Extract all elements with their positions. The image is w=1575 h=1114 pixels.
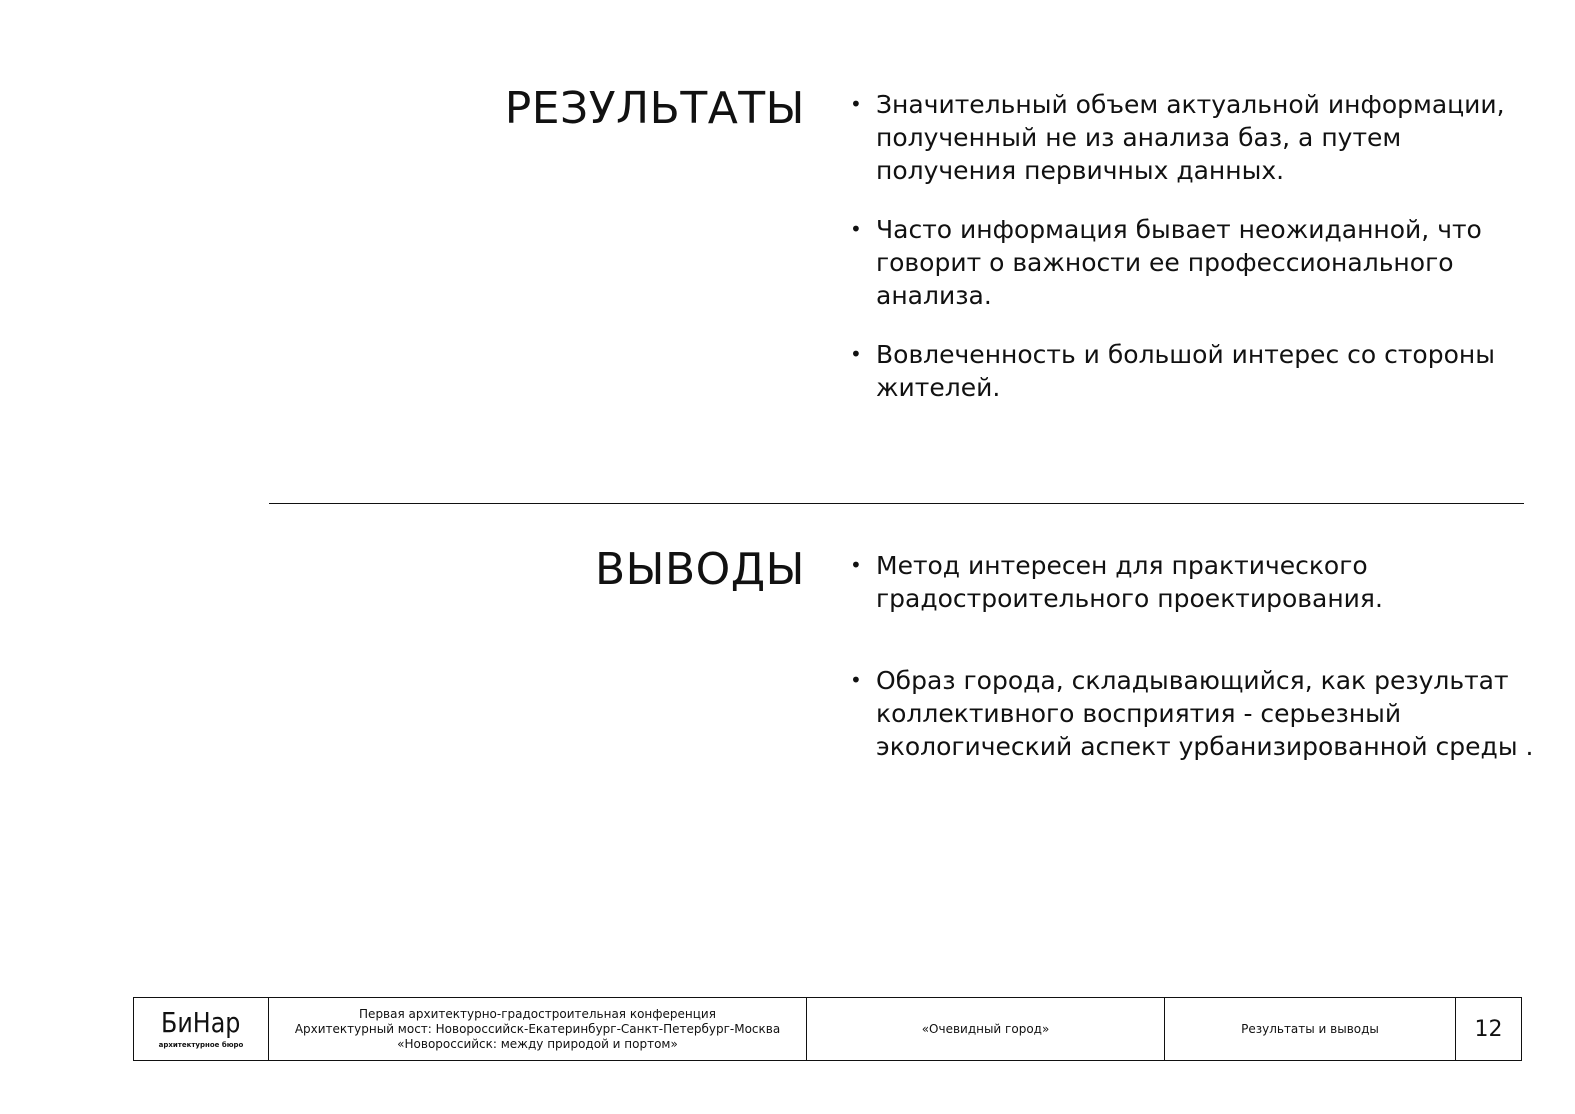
conclusions-item: • Образ города, складывающийся, как результат коллективного восприятия - серьезный экологический аспект урбанизированной среды . bbox=[850, 664, 1540, 763]
page-number: 12 bbox=[1474, 1016, 1503, 1042]
conference-line: Первая архитектурно-градостроительная конференция bbox=[359, 1006, 716, 1021]
conclusions-item: • Метод интересен для практического градостроительного проектирования. bbox=[850, 549, 1540, 615]
logo bbox=[134, 998, 269, 1060]
conference-line: Архитектурный мост: Новороссийск-Екатеринбург-Санкт-Петербург-Москва bbox=[294, 1021, 781, 1036]
topic: «Очевидный город» bbox=[807, 998, 1165, 1060]
conclusions-list bbox=[850, 549, 1540, 812]
results-list bbox=[850, 88, 1540, 430]
section-divider bbox=[269, 503, 1524, 504]
logo-subtitle: архитектурное бюро bbox=[158, 1041, 244, 1049]
results-item: • Значительный объем актуальной информации, полученный не из анализа баз, а путем получения первичных данных. bbox=[850, 88, 1540, 187]
results-item: • Часто информация бывает неожиданной, что говорит о важности ее профессионального анализа. bbox=[850, 213, 1540, 312]
logo-text: БиНар bbox=[161, 1006, 241, 1039]
results-heading: РЕЗУЛЬТАТЫ bbox=[504, 83, 805, 134]
footer-title-block bbox=[133, 997, 1522, 1061]
results-item: • Вовлеченность и большой интерес со стороны жителей. bbox=[850, 338, 1540, 404]
conference-line: «Новороссийск: между природой и портом» bbox=[397, 1036, 678, 1051]
conclusions-heading: ВЫВОДЫ bbox=[594, 544, 805, 595]
conference-info bbox=[269, 998, 807, 1060]
section-title: Результаты и выводы bbox=[1165, 998, 1456, 1060]
